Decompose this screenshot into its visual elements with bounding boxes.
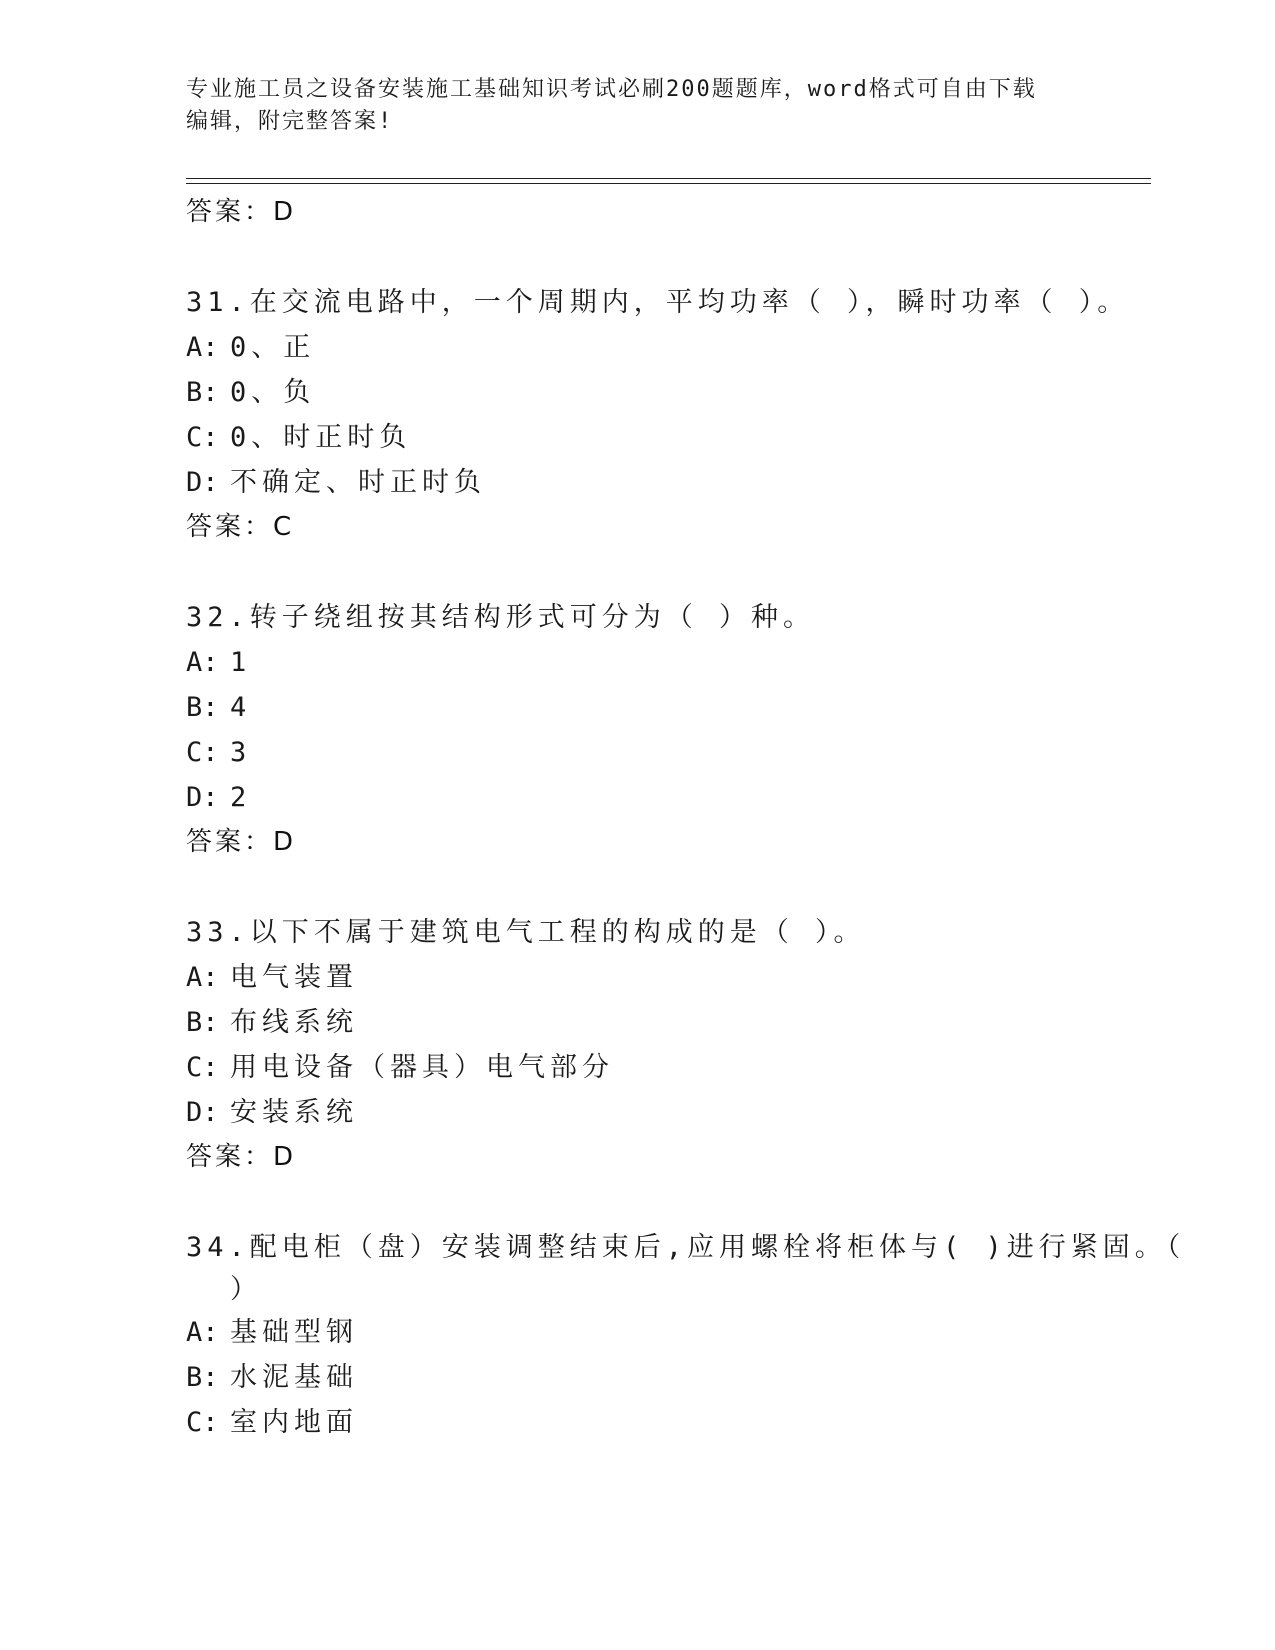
option-a [186,325,1086,370]
option-d [186,460,1086,505]
option-key: D: [186,467,219,498]
option-key: D: [186,782,219,813]
option-b [186,370,1086,415]
header-title-line-1: 专业施工员之设备安装施工基础知识考试必刷200题题库，word格式可自由下载 [186,77,1037,102]
question-text: 转子绕组按其结构形式可分为（ ）种。 [249,602,816,633]
option-text: 0、负 [230,377,316,408]
option-d [186,1090,1086,1135]
question-number: 32. [186,602,250,633]
question-34 [186,1225,1186,1310]
option-c [186,415,1086,460]
option-b [186,1000,1086,1045]
question-number: 33. [186,917,250,948]
option-key: D: [186,1097,219,1128]
option-key: B: [186,377,219,408]
option-d [186,775,1086,820]
question-number: 31. [186,287,250,318]
option-text: 水泥基础 [230,1362,358,1393]
question-text: 在交流电路中，一个周期内，平均功率（ ），瞬时功率（ ）。 [249,287,1130,318]
option-text: 室内地面 [230,1407,358,1438]
option-a [186,1310,1086,1355]
option-text: 4 [230,692,252,723]
question-31 [186,280,1130,325]
answer-label: 答案： [186,512,274,542]
question-text: 配电柜（盘）安装调整结束后,应用螺栓将柜体与( )进行紧固。（ [249,1232,1186,1263]
spacer [186,1180,1086,1225]
option-a [186,640,1086,685]
option-text: 1 [230,647,252,678]
option-key: C: [186,1407,219,1438]
answer-value: D [273,1142,294,1172]
option-key: B: [186,1362,219,1393]
option-text: 布线系统 [230,1007,358,1038]
question-number: 34. [186,1232,250,1263]
answer-value: D [273,197,294,227]
option-text: 用电设备（器具）电气部分 [230,1052,614,1083]
option-key: A: [186,332,219,363]
option-key: B: [186,1007,219,1038]
question-list [186,190,1186,1445]
option-text: 0、时正时负 [230,422,412,453]
spacer [186,550,1086,595]
spacer [186,865,1086,910]
question-text-continuation: ） [230,1274,262,1305]
option-key: A: [186,962,219,993]
option-text: 电气装置 [230,962,358,993]
question-32 [186,595,1086,640]
question-text: 以下不属于建筑电气工程的构成的是（ ）。 [249,917,866,948]
option-text: 安装系统 [230,1097,358,1128]
option-c [186,730,1086,775]
option-b [186,685,1086,730]
answer-line [186,1135,1086,1180]
header-divider-bottom [186,183,1151,184]
spacer [186,235,1086,280]
option-a [186,955,1086,1000]
answer-line [186,505,1086,550]
option-c [186,1045,1086,1090]
option-c [186,1400,1086,1445]
option-key: C: [186,1052,219,1083]
option-key: A: [186,1317,219,1348]
option-key: A: [186,647,219,678]
answer-value: D [273,827,294,857]
question-33 [186,910,1086,955]
header-title-line-2: 编辑，附完整答案! [186,109,394,134]
option-b [186,1355,1086,1400]
option-text: 2 [230,782,252,813]
option-key: B: [186,692,219,723]
answer-line [186,820,1086,865]
header-divider-top [186,178,1151,179]
answer-value: C [273,512,292,542]
answer-label: 答案： [186,1142,274,1172]
option-key: C: [186,737,219,768]
option-text: 3 [230,737,252,768]
option-key: C: [186,422,219,453]
option-text: 基础型钢 [230,1317,358,1348]
option-text: 不确定、时正时负 [230,467,486,498]
answer-line [186,190,1086,235]
option-text: 0、正 [230,332,316,363]
answer-label: 答案： [186,197,274,227]
answer-label: 答案： [186,827,274,857]
document-header [186,74,1066,138]
